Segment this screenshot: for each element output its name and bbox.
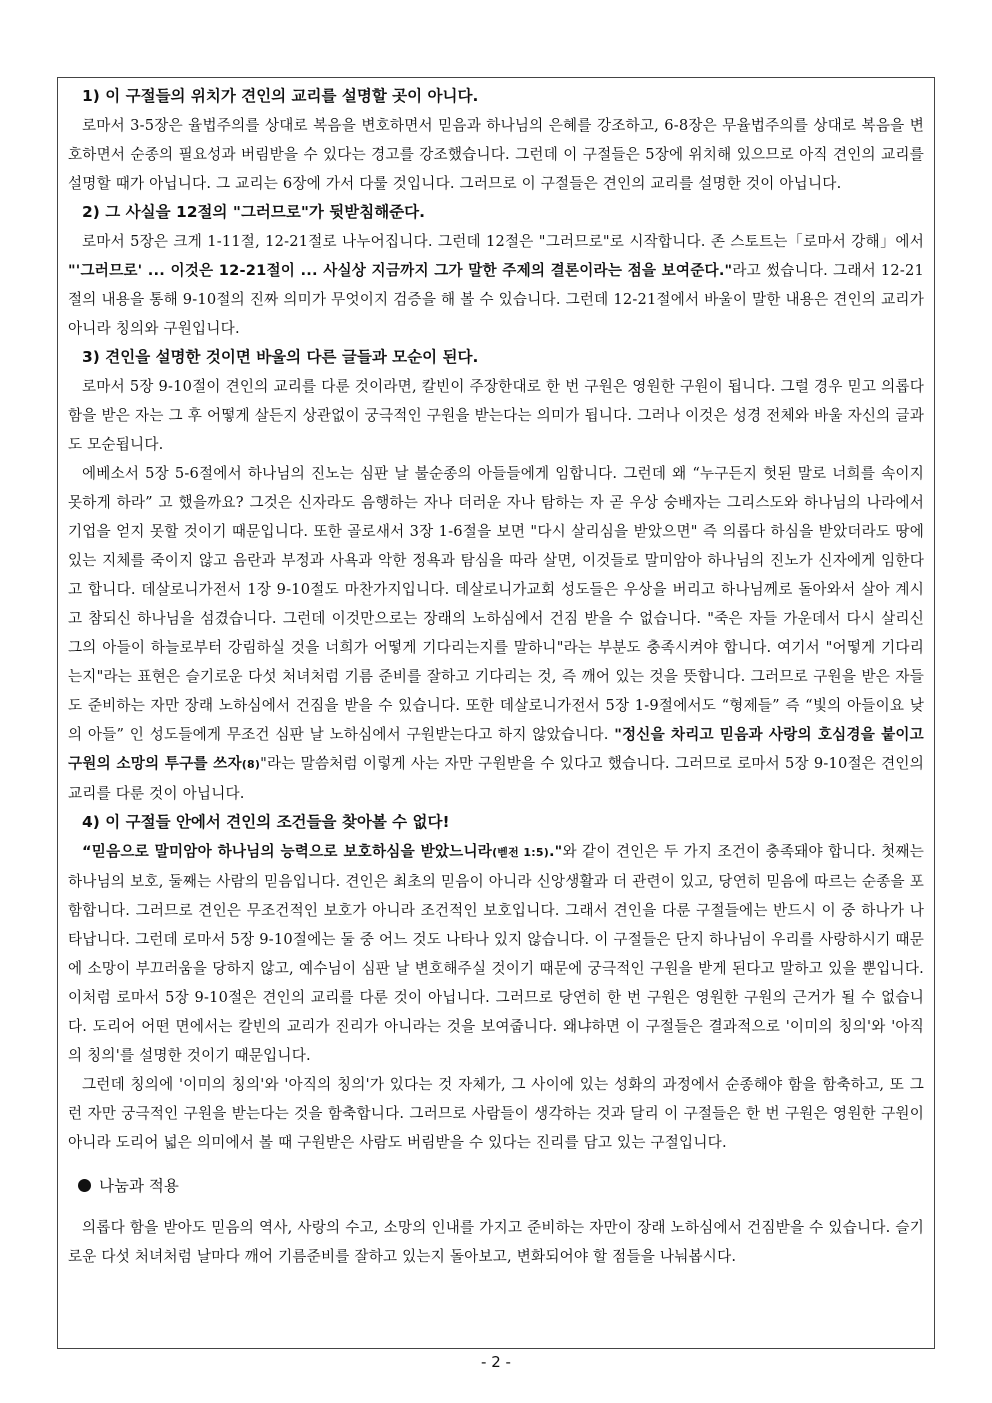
section-4-heading: 4) 이 구절들 안에서 견인의 조건들을 찾아볼 수 없다! xyxy=(82,813,450,831)
section-3-paragraph-2 xyxy=(68,459,924,808)
page-number: - 2 - xyxy=(481,1353,511,1371)
section-3-text-a: 에베소서 5장 5-6절에서 하나님의 진노는 심판 날 불순종의 아들들에게 임합니다. 그런데 왜 “누구든지 헛된 말로 너희를 속이지 못하게 하라” 고 했을까요? 그것은 신자라도 음행하는 자나 더러운 자나 탐하는 자 곧 우상 숭배자는 그리스도와 하나님의 나라에서 기업을 얻지 못할 것이기 때문입니다. 또한 골로새서 3장 1-6절을 보면 "다시 살리심을 받았으면" 즉 의롭다 하심을 받았더라도 땅에 있는 지체를 죽이지 않고 음란과 부정과 사욕과 악한 정욕과 탐심을 따라 살면, 이것들로 말미암아 하나님의 진노가 신자에게 임한다고 합니다. 데살로니가전서 1장 9-10절도 마찬가지입니다. 데살로니가교회 성도들은 우상을 버리고 하나님께로 돌아와서 살아 계시고 참되신 하나님을 섬겼습니다. 그런데 이것만으로는 장래의 노하심에서 건짐 받을 수 없습니다. "죽은 자들 가운데서 다시 살리신 그의 아들이 하늘로부터 강림하실 것을 너희가 어떻게 기다리는지를 말하니"라는 부분도 충족시켜야 합니다. 여기서 "어떻게 기다리는지"라는 표현은 슬기로운 다섯 처녀처럼 기름 준비를 잘하고 기다리는 것, 즉 깨어 있는 것을 뜻합니다. 그러므로 구원을 받은 자들도 준비하는 자만 장래 노하심에서 건짐을 받을 수 있습니다. 또한 데살로니가전서 5장 1-9절에서도 “형제들” 즉 “빛의 아들이요 낮의 아들” 인 성도들에게 무조건 심판 날 노하심에서 구원받는다고 하지 않았습니다. xyxy=(68,465,924,743)
content-frame xyxy=(57,77,935,1349)
section-2-text-a: 로마서 5장은 크게 1-11절, 12-21절로 나누어집니다. 그런데 12절은 "그러므로"로 시작합니다. 존 스토트는「로마서 강해」에서 xyxy=(82,233,924,250)
peter-quote-end: ." xyxy=(548,843,563,860)
peter-verse-ref: (벧전 1:5) xyxy=(492,846,549,859)
section-4-paragraph-2: 그런데 칭의에 '이미의 칭의'와 '아직의 칭의'가 있다는 것 자체가, 그 사이에 있는 성화의 과정에서 순종해야 함을 함축하고, 또 그런 자만 궁극적인 구원을 받는다는 것을 함축합니다. 그러므로 사람들이 생각하는 것과 달리 이 구절들은 한 번 구원은 영원한 구원이 아니라 도리어 넓은 의미에서 볼 때 구원받은 사람도 버림받을 수 있다는 진리를 담고 있는 구절입니다. xyxy=(68,1076,924,1151)
section-3-text-c: "라는 말씀처럼 이렇게 사는 자만 구원받을 수 있다고 했습니다. 그러므로 로마서 5장 9-10절은 견인의 교리를 다룬 것이 아닙니다. xyxy=(68,755,924,802)
section-4-text-b: 와 같이 견인은 두 가지 조건이 충족돼야 합니다. 첫째는 하나님의 보호, 둘째는 사람의 믿음입니다. 견인은 최초의 믿음이 아니라 신앙생활과 더 관련이 있고, 당연히 믿음에 따르는 순종을 포함합니다. 그러므로 견인은 무조건적인 보호가 아니라 조건적인 보호입니다. 그래서 견인을 다룬 구절들에는 반드시 이 중 하나가 나타납니다. 그런데 로마서 5장 9-10절에는 둘 중 어느 것도 나타나 있지 않습니다. 이 구절들은 단지 하나님이 우리를 사랑하시기 때문에 소망이 부끄러움을 당하지 않고, 예수님이 심판 날 변호해주실 것이기 때문에 궁극적인 구원을 받게 된다고 말하고 있을 뿐입니다. 이처럼 로마서 5장 9-10절은 견인의 교리를 다룬 것이 아닙니다. 그러므로 당연히 한 번 구원은 영원한 구원의 근거가 될 수 없습니다. 도리어 어떤 면에서는 칼빈의 교리가 진리가 아니라는 것을 보여줍니다. 왜냐하면 이 구절들은 결과적으로 '이미의 칭의'와 '아직의 칭의'를 설명한 것이기 때문입니다. xyxy=(68,843,924,1064)
section-2-heading: 2) 그 사실을 12절의 "그러므로"가 뒷받침해준다. xyxy=(82,203,426,221)
peter-quote: “믿음으로 말미암아 하나님의 능력으로 보호하심을 받았느니라 xyxy=(82,843,493,860)
section-3-heading: 3) 견인을 설명한 것이면 바울의 다른 글들과 모순이 된다. xyxy=(82,348,479,366)
section-4-paragraph-1 xyxy=(68,837,924,1070)
section-1-paragraph: 로마서 3-5장은 율법주의를 상대로 복음을 변호하면서 믿음과 하나님의 은혜를 강조하고, 6-8장은 무율법주의를 상대로 복음을 변호하면서 순종의 필요성과 버림받을 수 있다는 경고를 강조했습니다. 그런데 이 구절들은 5장에 위치해 있으므로 아직 견인의 교리를 설명할 때가 아닙니다. 그 교리는 6장에 가서 다룰 것입니다. 그러므로 이 구절들은 견인의 교리를 설명한 것이 아닙니다. xyxy=(68,117,924,192)
bullet-icon xyxy=(78,1179,91,1192)
section-3-paragraph-1: 로마서 5장 9-10절이 견인의 교리를 다룬 것이라면, 칼빈이 주장한대로 한 번 구원은 영원한 구원이 됩니다. 그럴 경우 믿고 의롭다 함을 받은 자는 그 후 어떻게 살든지 상관없이 궁극적인 구원을 받는다는 의미가 됩니다. 그러나 이것은 성경 전체와 바울 자신의 글과도 모순됩니다. xyxy=(68,378,924,453)
section-1-heading: 1) 이 구절들의 위치가 견인의 교리를 설명할 곳이 아니다. xyxy=(82,87,479,105)
section-2-paragraph xyxy=(68,227,924,343)
thessalonians-quote: "정신을 차리고 믿음과 사랑의 호심경을 붙이고 구원의 소망의 투구를 쓰자 xyxy=(68,726,924,772)
stott-quote: "'그러므로' ... 이것은 12-21절이 ... 사실상 지금까지 그가 말한 주제의 결론이라는 점을 보여준다." xyxy=(68,262,733,279)
sharing-heading xyxy=(68,1173,924,1199)
sharing-paragraph: 의롭다 함을 받아도 믿음의 역사, 사랑의 수고, 소망의 인내를 가지고 준비하는 자만이 장래 노하심에서 건짐받을 수 있습니다. 슬기로운 다섯 처녀처럼 날마다 깨어 기름준비를 잘하고 있는지 돌아보고, 변화되어야 할 점들을 나눠봅시다. xyxy=(68,1219,924,1265)
thessalonians-verse-ref: (8) xyxy=(241,758,261,771)
section-2-text-c: 라고 썼습니다. 그래서 12-21절의 내용을 통해 9-10절의 진짜 의미가 무엇이지 검증을 해 볼 수 있습니다. 그런데 12-21절에서 바울이 말한 내용은 견인의 교리가 아니라 칭의와 구원입니다. xyxy=(68,262,924,337)
sharing-title: 나눔과 적용 xyxy=(99,1177,179,1195)
